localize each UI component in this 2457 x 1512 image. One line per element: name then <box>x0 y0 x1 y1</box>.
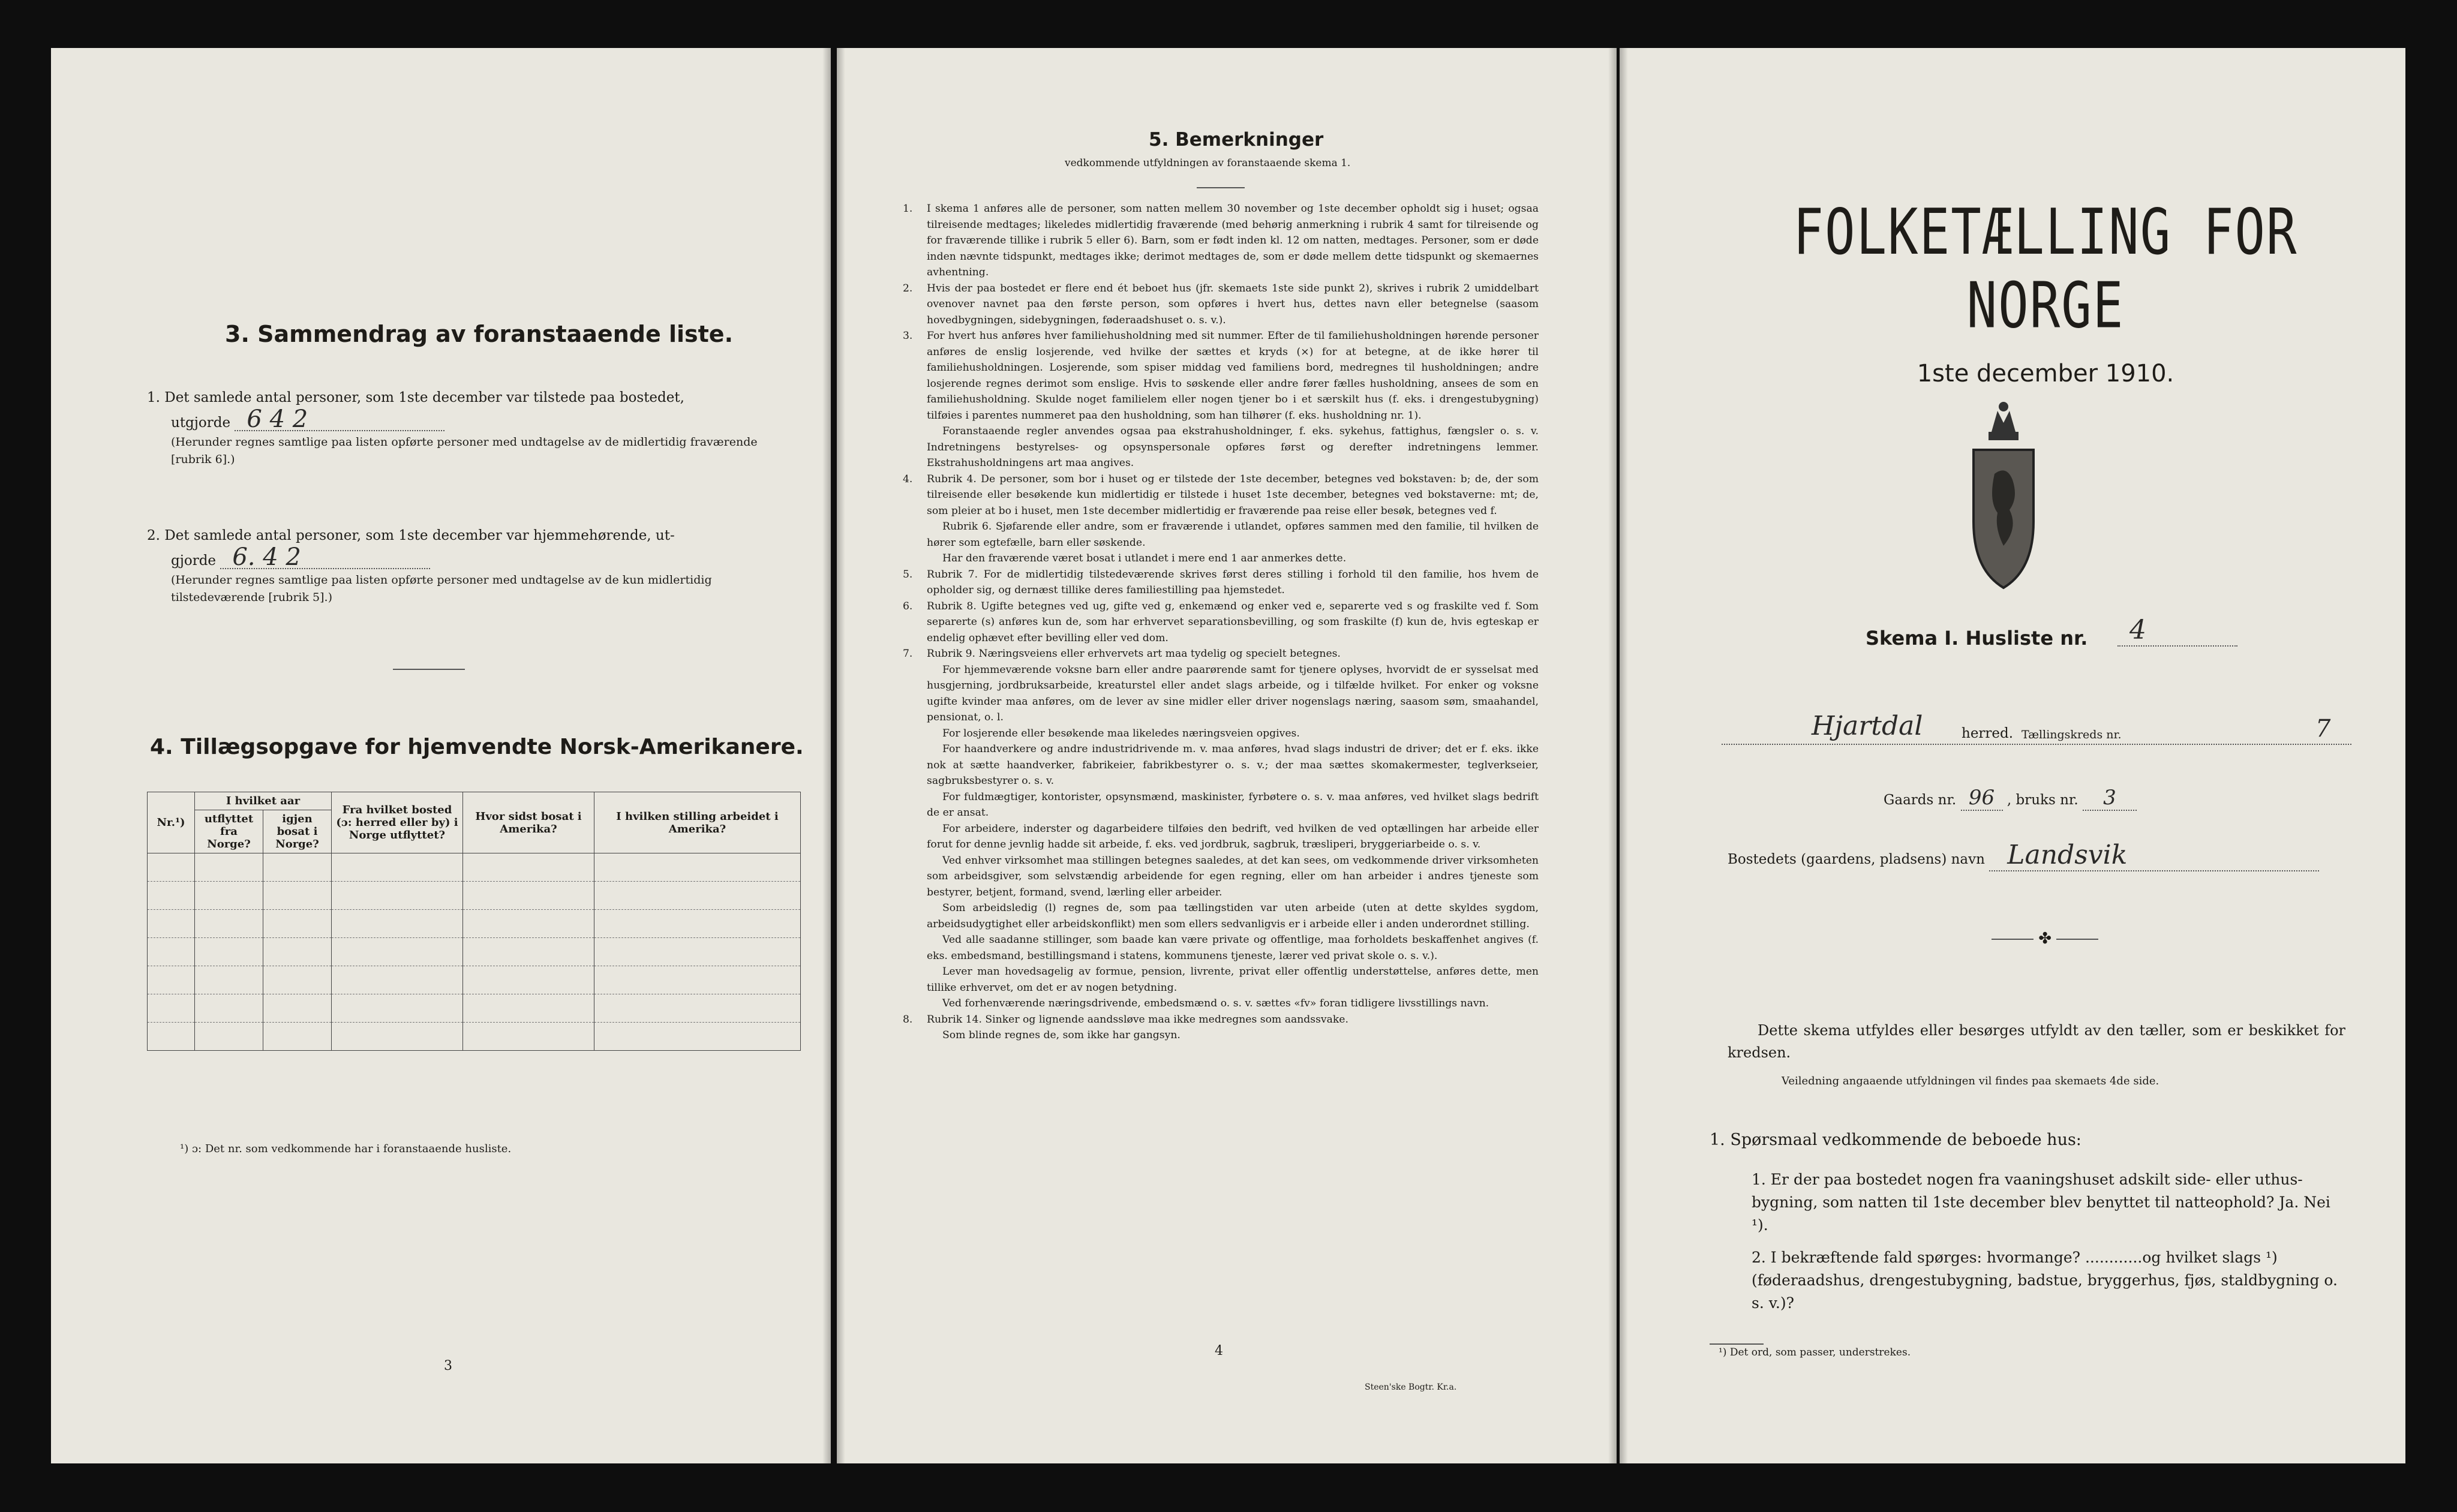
printer-mark: Steen'ske Bogtr. Kr.a. <box>1365 1382 1457 1392</box>
remark-number: 1. <box>903 203 913 215</box>
remark-number: 6. <box>903 600 913 612</box>
remark-paragraph <box>927 821 1539 853</box>
remark-text: For hjemmeværende voksne barn eller andre paarørende samt for tjenere oplyses, hvorvidt de er sysselsat med husgjerning, jordbruksarbeide, kreaturstel eller andet slags arbeide, og i tilfælde hvilket. For enker og voksne ugifte kvinder maa anføres, om de lever av sine midler eller driver nogenslags næring, saasom søm, smaahandel, pensionat, o. l. <box>927 663 1539 723</box>
bosted-line <box>1728 840 2351 871</box>
item1-handwritten-value: 6 4 2 <box>235 408 444 431</box>
page-fold <box>822 48 831 1463</box>
table-row <box>148 966 801 994</box>
remark-paragraph <box>903 471 1539 519</box>
table-row <box>148 1023 801 1051</box>
remark-number: 7. <box>903 648 913 660</box>
remark-text: Rubrik 9. Næringsveiens eller erhvervets art maa tydelig og specielt betegnes. <box>927 648 1341 660</box>
bosted-label: Bostedets (gaardens, pladsens) navn <box>1728 852 1985 867</box>
remark-text: Lever man hovedsagelig av formue, pension, livrente, privat eller offentlig understøttelse, anføres dette, men tillike erhvervet, om det er av nogen betydning. <box>927 966 1539 994</box>
bruks-label: , bruks nr. <box>2007 792 2078 808</box>
remark-text: For hvert hus anføres hver familiehusholdning med sit nummer. Efter de til familiehusholdningen hørende personer anføres de enslig losjerende, ved hvilke der sættes et kryds (×) for at betegne, at de ikke hører til familiehusholdningen. Losjerende, som spiser middag ved familiens bord, medregnes til husholdningen; andre losjerende regnes derimot som enslige. Hvis to søskende eller andre fører fælles husholdning, ansees de som en familiehusholdning. Skulde noget familielem eller nogen tjener bo i et særskilt hus (f. eks. i drengestubygning) tilføies i parentes nummeret paa den husholdning, som han tilhører (f. eks. husholdning nr. 1). <box>927 330 1539 422</box>
remark-paragraph <box>927 900 1539 932</box>
remark-paragraph <box>927 853 1539 901</box>
remark-number: 2. <box>903 282 913 294</box>
remarks-list <box>903 201 1539 1044</box>
remarks-title: 5. Bemerkninger <box>1149 129 1324 151</box>
question-2: 2. I bekræftende fald spørges: hvormange? ............og hvilket slags ¹) (føderaadshus, drengestubygning, badstue, bryggerhus, fjøs, staldbygning o. s. v.)? <box>1752 1249 2338 1312</box>
col-nr: Nr.¹) <box>148 792 195 853</box>
summary-item-1 <box>147 387 795 468</box>
schema-label: Skema I. Husliste nr. <box>1866 627 2088 650</box>
ornament-icon: ✤ <box>1992 930 2098 948</box>
herred-line <box>1722 711 2351 745</box>
item2-text: 2. Det samlede antal personer, som 1ste december var hjemmehørende, ut- <box>147 528 675 543</box>
remark-number: 5. <box>903 568 913 581</box>
table-row <box>148 994 801 1023</box>
item2-handwritten-value: 6. 4 2 <box>220 546 430 569</box>
right-footnote: ¹) Det ord, som passer, understrekes. <box>1719 1346 1911 1358</box>
item2-note: (Herunder regnes samtlige paa listen opførte personer med undtagelse av de kun midlertidig tilstedeværende [rubrik 5].) <box>171 573 712 604</box>
gaards-line <box>1884 786 2137 811</box>
item1-label: utgjorde <box>171 415 231 431</box>
remark-text: Rubrik 7. For de midlertidig tilstedeværende skrives først deres stilling i forhold til den familie, hos hvem de opholder sig, og dernæst tillike deres familiestilling paa hjemstedet. <box>927 568 1539 596</box>
remark-text: Ved alle saadanne stillinger, som baade kan være private og offentlige, maa forholdets beskaffenhet angives (f. eks. embedsmand, bestillingsmand i statens, kommunens tjeneste, lærer ved privat skole o. s. v.). <box>927 934 1539 962</box>
remark-text: Rubrik 4. De personer, som bor i huset og er tilstede der 1ste december, betegnes ved bokstaven: b; de, der som tilreisende eller besøkende kun midlertidig er tilstede i huset 1ste december, betegnes ved bokstaverne: mt; de, som pleier at bo i huset, men 1ste december midlertidig er fraværende paa reise eller besøk, betegnes ved f. <box>927 473 1539 517</box>
remark-text: Rubrik 6. Sjøfarende eller andre, som er fraværende i utlandet, opføres sammen med den familie, til hvilken de hører som egtefælle, barn eller søskende. <box>927 521 1539 549</box>
page-fold <box>1620 48 1628 1463</box>
table-row <box>148 882 801 910</box>
right-page <box>1620 48 2405 1463</box>
remark-text: For losjerende eller besøkende maa likeledes næringsveien opgives. <box>942 727 1300 740</box>
remark-paragraph <box>903 201 1539 281</box>
remark-text: Rubrik 14. Sinker og lignende aandssløve maa ikke medregnes som aandssvake. <box>927 1013 1348 1026</box>
table-footnote: ¹) ɔ: Det nr. som vedkommende har i foranstaaende husliste. <box>180 1143 512 1155</box>
instruction-text: Dette skema utfyldes eller besørges utfyldt av den tæller, som er beskikket for kredsen. <box>1728 1022 2345 1061</box>
remark-number: 8. <box>903 1013 913 1026</box>
left-page <box>51 48 831 1463</box>
divider <box>393 669 465 670</box>
bruks-value: 3 <box>2083 786 2137 811</box>
kreds-value: 7 <box>2315 715 2331 743</box>
remark-paragraph <box>903 328 1539 423</box>
remark-text: Rubrik 8. Ugifte betegnes ved ug, gifte ved g, enkemænd og enker ved e, separerte ved s og fraskilte ved f. Som separerte (s) anføres kun de, som har erhvervet separationsbevilling, og som fraskilte (f) kun de, hvis egteskap er endelig ophævet efter bevilling eller ved dom. <box>927 600 1539 644</box>
questions-title: 1. Spørsmaal vedkommende de beboede hus: <box>1710 1131 2081 1149</box>
col-group-year: I hvilket aar <box>195 792 332 810</box>
remark-paragraph <box>903 567 1539 599</box>
remark-paragraph <box>927 741 1539 789</box>
remark-paragraph <box>903 281 1539 329</box>
remark-text: Foranstaaende regler anvendes ogsaa paa ekstrahusholdninger, f. eks. sykehus, fattighus, fængsler o. s. v. Indretningens bestyrelses- og opsynspersonale opføres først og derefter indretningens lemmer. Ekstrahusholdningens art maa angives. <box>927 425 1539 469</box>
table-row <box>148 910 801 938</box>
remark-paragraph <box>903 599 1539 647</box>
remark-paragraph <box>927 964 1539 996</box>
remark-paragraph <box>927 932 1539 964</box>
gaards-label: Gaards nr. <box>1884 792 1957 808</box>
remark-paragraph <box>927 519 1539 551</box>
remark-paragraph <box>927 1027 1539 1044</box>
remark-text: Ved enhver virksomhet maa stillingen betegnes saaledes, at det kan sees, om vedkommende driver virksomheten som arbeidsgiver, som selvstændig arbeidende for egen regning, eller om han arbeider i andres tjeneste som bestyrer, betjent, formand, svend, lærling eller arbeider. <box>927 854 1539 898</box>
census-date: 1ste december 1910. <box>1917 360 2174 387</box>
remark-text: Hvis der paa bostedet er flere end ét beboet hus (jfr. skemaets 1ste side punkt 2), skrives i rubrik 2 umiddelbart ovenover navnet paa den første person, som opføres i hvert hus, dettes navn eller betegnelse (saasom hovedbygningen, sidebygningen, føderaadshuset o. s. v.). <box>927 282 1539 326</box>
kreds-label: Tællingskreds nr. <box>2022 728 2122 741</box>
section4-title: 4. Tillægsopgave for hjemvendte Norsk-Amerikanere. <box>150 735 804 759</box>
page-number: 4 <box>1215 1343 1223 1358</box>
remark-paragraph <box>903 646 1539 662</box>
census-title: FOLKETÆLLING FOR NORGE <box>1793 195 2298 342</box>
remark-number: 3. <box>903 330 913 342</box>
col-fra: Fra hvilket bosted (ɔ: herred eller by) i Norge utflyttet? <box>332 792 463 853</box>
herred-label: herred. <box>1962 726 2014 741</box>
col-igjen: igjen bosat i Norge? <box>263 810 332 853</box>
remark-text: Som blinde regnes de, som ikke har gangsyn. <box>942 1029 1181 1041</box>
col-utflyttet: utflyttet fra Norge? <box>195 810 263 853</box>
col-sidst: Hvor sidst bosat i Amerika? <box>463 792 594 853</box>
remark-paragraph <box>927 551 1539 567</box>
remark-paragraph <box>927 996 1539 1012</box>
section3-title: 3. Sammendrag av foranstaaende liste. <box>225 321 734 347</box>
instruction-note: Veiledning angaaende utfyldningen vil findes paa skemaets 4de side. <box>1782 1075 2159 1087</box>
footnote-rule <box>1710 1343 1764 1345</box>
item2-label: gjorde <box>171 553 217 569</box>
table-row <box>148 938 801 966</box>
middle-page <box>837 48 1617 1463</box>
page-fold <box>1608 48 1617 1463</box>
remark-text: For haandverkere og andre industridrivende m. v. maa anføres, hvad slags industri de driver; det er f. eks. ikke nok at sætte haandverker, fabrikeier, fabrikbestyrer o. s. v.; der maa sættes skomakermester, teglverkseier, sagbruksbestyrer o. s. v. <box>927 743 1539 787</box>
gaards-value: 96 <box>1961 786 2003 811</box>
norsk-amerikanere-table <box>147 792 801 1051</box>
remark-text: Som arbeidsledig (l) regnes de, som paa tællingstiden var uten arbeide (uten at dette skyldes sygdom, arbeidsudygtighet eller arbeidskonflikt) men som ellers sedvanligvis er i arbeide eller i anden underordnet stilling. <box>927 902 1539 930</box>
remark-paragraph <box>903 1012 1539 1028</box>
remark-paragraph <box>927 423 1539 471</box>
herred-value: Hjartdal <box>1812 711 1923 741</box>
remark-text: For arbeidere, inderster og dagarbeidere tilføies den bedrift, ved hvilken de ved optællingen har arbeide eller forut for denne jevnlig hadde sit arbeide, f. eks. ved jordbruk, sagbruk, træsliperi, bryggeriarbeide o. s. v. <box>927 822 1539 850</box>
husliste-number: 4 <box>2117 615 2237 647</box>
remark-number: 4. <box>903 473 913 485</box>
page-number: 3 <box>444 1358 452 1373</box>
item1-text: 1. Det samlede antal personer, som 1ste december var tilstede paa bostedet, <box>147 390 684 405</box>
coat-of-arms-icon <box>1962 390 2046 597</box>
bosted-value: Landsvik <box>1989 840 2319 871</box>
remark-paragraph <box>927 789 1539 821</box>
remark-text: I skema 1 anføres alle de personer, som natten mellem 30 november og 1ste december opholdt sig i huset; ogsaa tilreisende medtages; likeledes midlertidig fraværende (med behørig anmerkning i rubrik 4 samt for tilreisende og for fraværende tillike i rubrik 5 eller 6). Barn, som er født inden kl. 12 om natten, medtages. Personer, som er døde inden nævnte tidspunkt, medtages ikke; derimot medtages de, som er døde mellem dette tidspunkt og skemaernes avhentning. <box>927 203 1539 278</box>
divider <box>1197 187 1245 188</box>
remarks-subtitle: vedkommende utfyldningen av foranstaaende skema 1. <box>1065 157 1351 169</box>
remark-text: Har den fraværende været bosat i utlandet i mere end 1 aar anmerkes dette. <box>942 552 1347 564</box>
remark-paragraph <box>927 662 1539 726</box>
remark-text: For fuldmægtiger, kontorister, opsynsmænd, maskinister, fyrbøtere o. s. v. maa anføres, ved hvilket slags bedrift de er ansat. <box>927 790 1539 819</box>
remark-paragraph <box>927 726 1539 742</box>
summary-item-2 <box>147 525 795 606</box>
page-fold <box>837 48 845 1463</box>
table-row <box>148 853 801 882</box>
item1-note: (Herunder regnes samtlige paa listen opførte personer med undtagelse av de midlertidig fraværende [rubrik 6].) <box>171 435 758 466</box>
question-1: 1. Er der paa bostedet nogen fra vaaningshuset adskilt side- eller uthus-bygning, som natten til 1ste december blev benyttet til natteophold? Ja. Nei ¹). <box>1752 1171 2330 1234</box>
remark-text: Ved forhenværende næringsdrivende, embedsmænd o. s. v. sættes «fv» foran tidligere livsstillings navn. <box>942 997 1489 1009</box>
col-stilling: I hvilken stilling arbeidet i Amerika? <box>594 792 801 853</box>
